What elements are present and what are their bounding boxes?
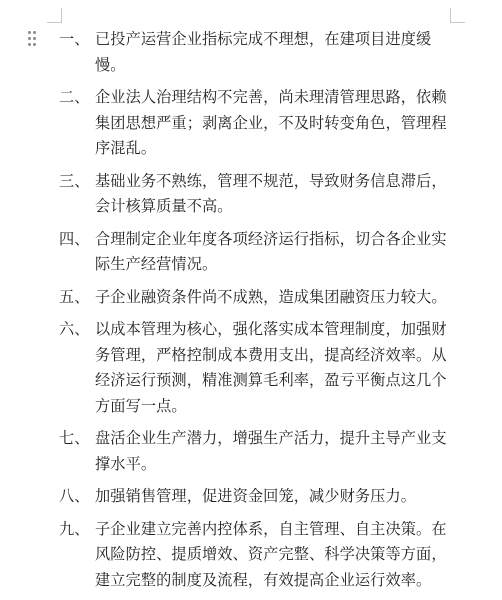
- list-item-text[interactable]: 合理制定企业年度各项经济运行指标，切合各企业实际生产经营情况。: [95, 229, 447, 273]
- drag-dot: [28, 31, 31, 34]
- drag-dot: [28, 37, 31, 40]
- drag-dot: [33, 43, 36, 46]
- drag-dot: [33, 37, 36, 40]
- list-item[interactable]: [59, 285, 459, 311]
- drag-dot: [33, 31, 36, 34]
- list-item[interactable]: [59, 227, 459, 278]
- list-item-text[interactable]: 已投产运营企业指标完成不理想，在建项目进度缓慢。: [95, 30, 432, 74]
- paragraph-drag-handle-icon[interactable]: [28, 31, 38, 47]
- list-item-text[interactable]: 子企业融资条件尚不成熟，造成集团融资压力较大。: [95, 287, 447, 306]
- list-item-text[interactable]: 加强销售管理，促进资金回笼，减少财务压力。: [95, 487, 417, 505]
- list-item-number: 三、: [59, 171, 90, 190]
- numbered-list: [59, 27, 459, 600]
- list-item-number: 七、: [59, 429, 90, 447]
- list-item-number: 九、: [59, 519, 90, 538]
- list-item[interactable]: [59, 169, 459, 220]
- list-item-number: 二、: [59, 88, 90, 106]
- margin-corner-mark-top-right: [450, 8, 465, 23]
- drag-dot: [28, 43, 31, 46]
- list-item-number: 六、: [59, 320, 90, 338]
- list-item[interactable]: [59, 317, 459, 419]
- list-item[interactable]: [59, 517, 459, 594]
- list-item-text[interactable]: 子企业建立完善内控体系，自主管理、自主决策。在风险防控、提质增效、资产完整、科学决策等方面，建立完整的制度及流程，有效提高企业运行效率。: [95, 519, 447, 589]
- list-item-number: 一、: [59, 30, 90, 48]
- list-item-number: 八、: [59, 487, 90, 505]
- margin-corner-mark-top-left: [47, 8, 62, 23]
- list-item-number: 五、: [59, 287, 90, 306]
- list-item-text[interactable]: 企业法人治理结构不完善，尚未理清管理思路，依赖集团思想严重；剥离企业，不及时转变角色，管理程序混乱。: [95, 88, 447, 157]
- list-item-text[interactable]: 盘活企业生产潜力，增强生产活力，提升主导产业支撑水平。: [95, 429, 447, 473]
- list-item[interactable]: [59, 484, 459, 510]
- list-item-text[interactable]: 基础业务不熟练，管理不规范，导致财务信息滞后，会计核算质量不高。: [95, 171, 447, 215]
- list-item[interactable]: [59, 426, 459, 477]
- list-item[interactable]: [59, 27, 459, 78]
- list-item-number: 四、: [59, 229, 90, 248]
- list-item[interactable]: [59, 85, 459, 162]
- list-item-text[interactable]: 以成本管理为核心，强化落实成本管理制度，加强财务管理，严格控制成本费用支出，提高经济效率。从经济运行预测，精准测算毛利率，盈亏平衡点这几个方面写一点。: [95, 320, 447, 415]
